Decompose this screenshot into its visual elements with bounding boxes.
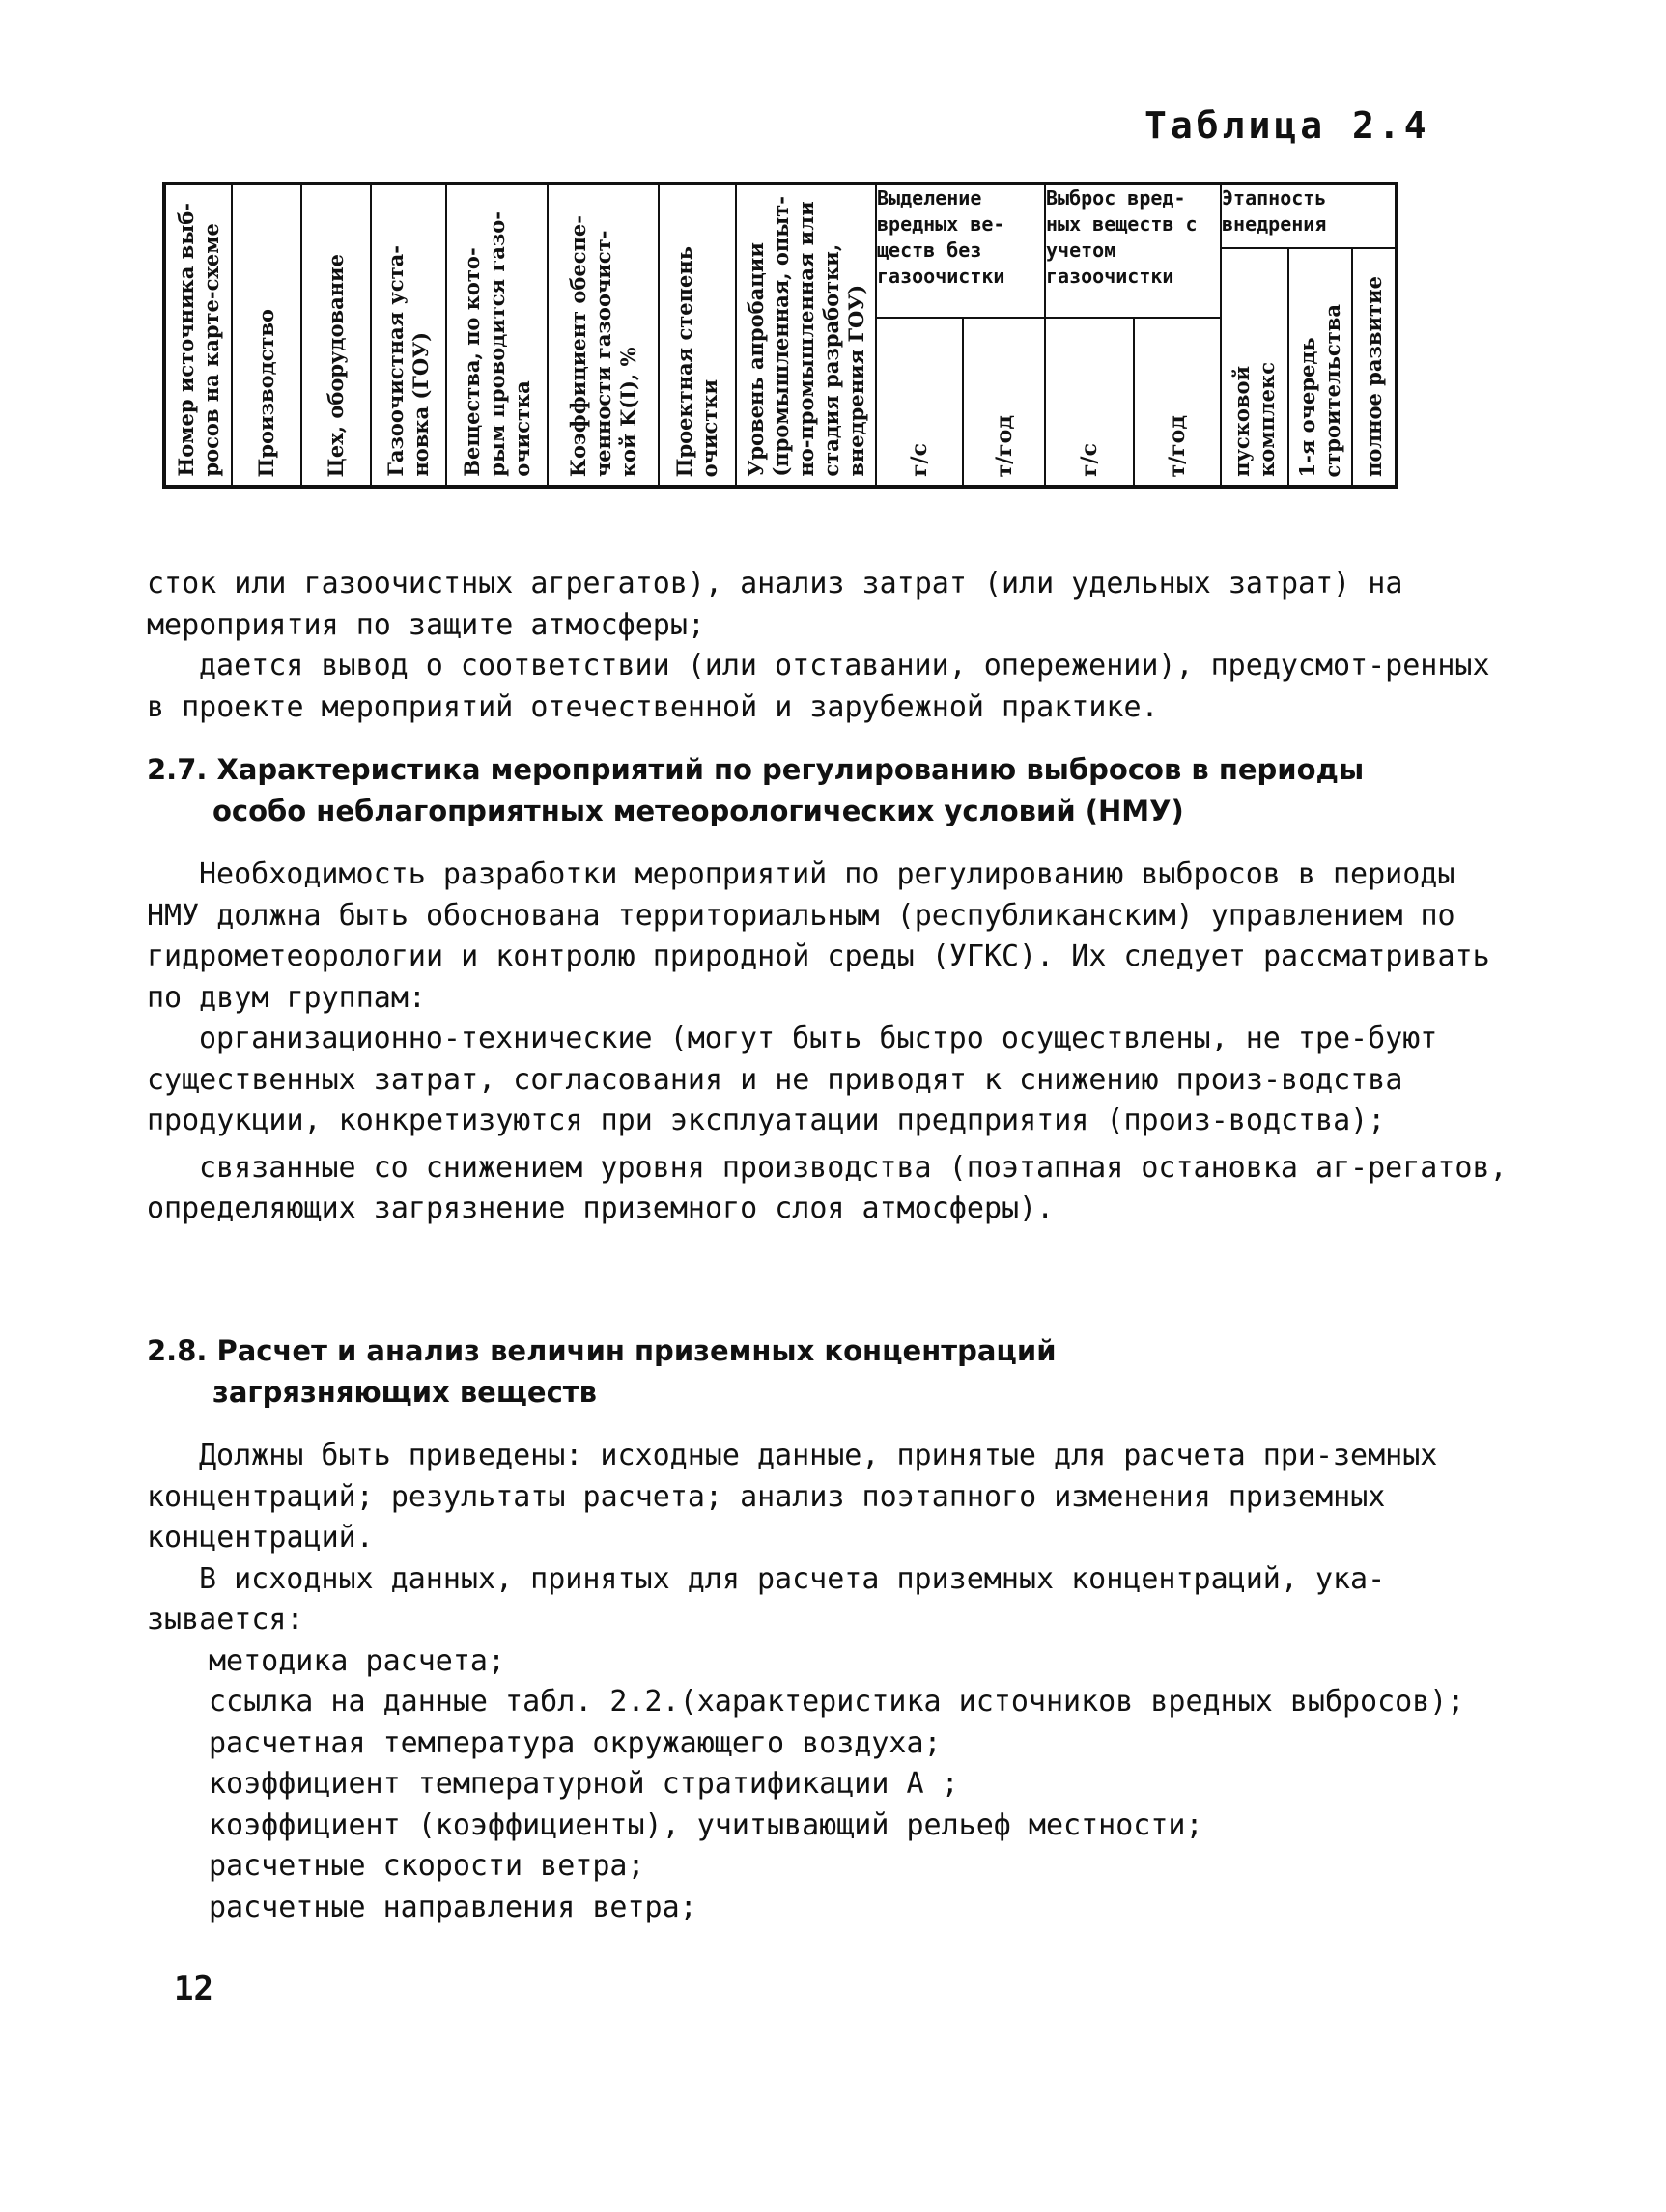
list-item: коэффициент (коэффициенты), учитывающий рельеф местности; [209,1807,1203,1842]
col-workshop: Цех, оборудование [324,253,348,477]
table-caption: Таблица 2.4 [1144,104,1430,147]
sub-launch-complex: пусковой комплекс [1229,362,1279,477]
intro-block [147,564,1518,728]
intro-paragraph-1: сток или газоочистных агрегатов), анализ затрат (или удельных затрат) на мероприятия по защите атмосферы; [147,567,1403,642]
page-number: 12 [174,1970,213,2008]
list-item: коэффициент температурной стратификации A ; [209,1767,959,1801]
section-2-8-heading-line2: загрязняющих веществ [212,1376,597,1409]
group-emission-with-cleaning: Выброс вред-ных веществ с учетом газоочистки [1045,183,1221,318]
unit-tyear-2: т/год [1165,414,1190,477]
col-design-degree: Проектная степень очистки [672,245,721,477]
list-item: ссылка на данные табл. 2.2.(характеристика источников вредных выбросов); [209,1685,1465,1719]
section-2-7-heading [147,749,1364,832]
unit-gs-2: г/с [1077,443,1102,477]
col-approbation-level: Уровень апробации (промышленная, опыт- но-промышленная или стадия разработки, внедрения ГОУ) [743,196,868,477]
col-gas-cleaning-unit: Газоочистная уста- новка (ГОУ) [383,245,433,477]
col-source-number: Номер источника выб- росов на карте-схеме [173,203,223,477]
section-2-8-heading [147,1330,1057,1414]
sub-first-stage: 1-я очередь строительства [1295,303,1344,477]
list-item: методика расчета; [209,1643,506,1678]
section-2-7-body [147,854,1518,1230]
list-item: расчетные направления ветра; [209,1890,697,1924]
section-2-7-heading-line2: особо неблагоприятных метеорологических условий (НМУ) [212,795,1184,827]
table-header [162,182,1398,489]
group-emission-without-cleaning: Выделение вредных ве-ществ без газоочистки [876,183,1045,318]
list-item: расчетная температура окружающего воздуха; [209,1725,942,1760]
section-2-8-paragraph-2: В исходных данных, принятых для расчета приземных концентраций, ука-зывается: [147,1561,1386,1637]
list-item: расчетные скорости ветра; [209,1849,645,1883]
section-2-8-paragraph-1: Должны быть приведены: исходные данные, принятые для расчета при-земных концентраций; результаты расчета; анализ поэтапного изменения приземных концентраций. [147,1439,1438,1554]
section-2-7-paragraph-3: связанные со снижением уровня производства (поэтапная остановка аг-регатов, определяющих загрязнение приземного слоя атмосферы). [147,1150,1508,1225]
col-substances: Вещества, по кото- рым проводится газо- очистка [459,211,534,477]
group-stages: Этапность внедрения [1221,183,1397,248]
section-2-7-paragraph-1: Необходимость разработки мероприятий по регулированию выбросов в периоды НМУ должна быть обоснована территориальным (республиканским) управлением по гидрометеорологии и контролю природной среды (УГКС). Их следует рассматривать по двум группам: [147,857,1490,1015]
section-2-7-heading-line1: 2.7. Характеристика мероприятий по регулированию выбросов в периоды [147,753,1365,786]
col-coefficient: Коэффициент обеспе- ченности газоочист- кой K(I), % [565,214,640,477]
intro-paragraph-2: дается вывод о соответствии (или отставании, опережении), предусмот-ренных в проекте мероприятий отечественной и зарубежной практике. [147,649,1490,724]
col-production: Производство [254,308,278,477]
section-2-8-body [147,1436,1518,1928]
unit-gs-1: г/с [907,443,932,477]
section-2-8-heading-line1: 2.8. Расчет и анализ величин приземных концентраций [147,1334,1057,1367]
sub-full-development: полное развитие [1361,275,1386,477]
unit-tyear-1: т/год [991,414,1017,477]
section-2-7-paragraph-2: организационно-технические (могут быть быстро осуществлены, не тре-буют существенных затрат, согласования и не приводят к снижению произ-водства продукции, конкретизуются при эксплуатации предприятия (произ-водства); [147,1022,1438,1137]
